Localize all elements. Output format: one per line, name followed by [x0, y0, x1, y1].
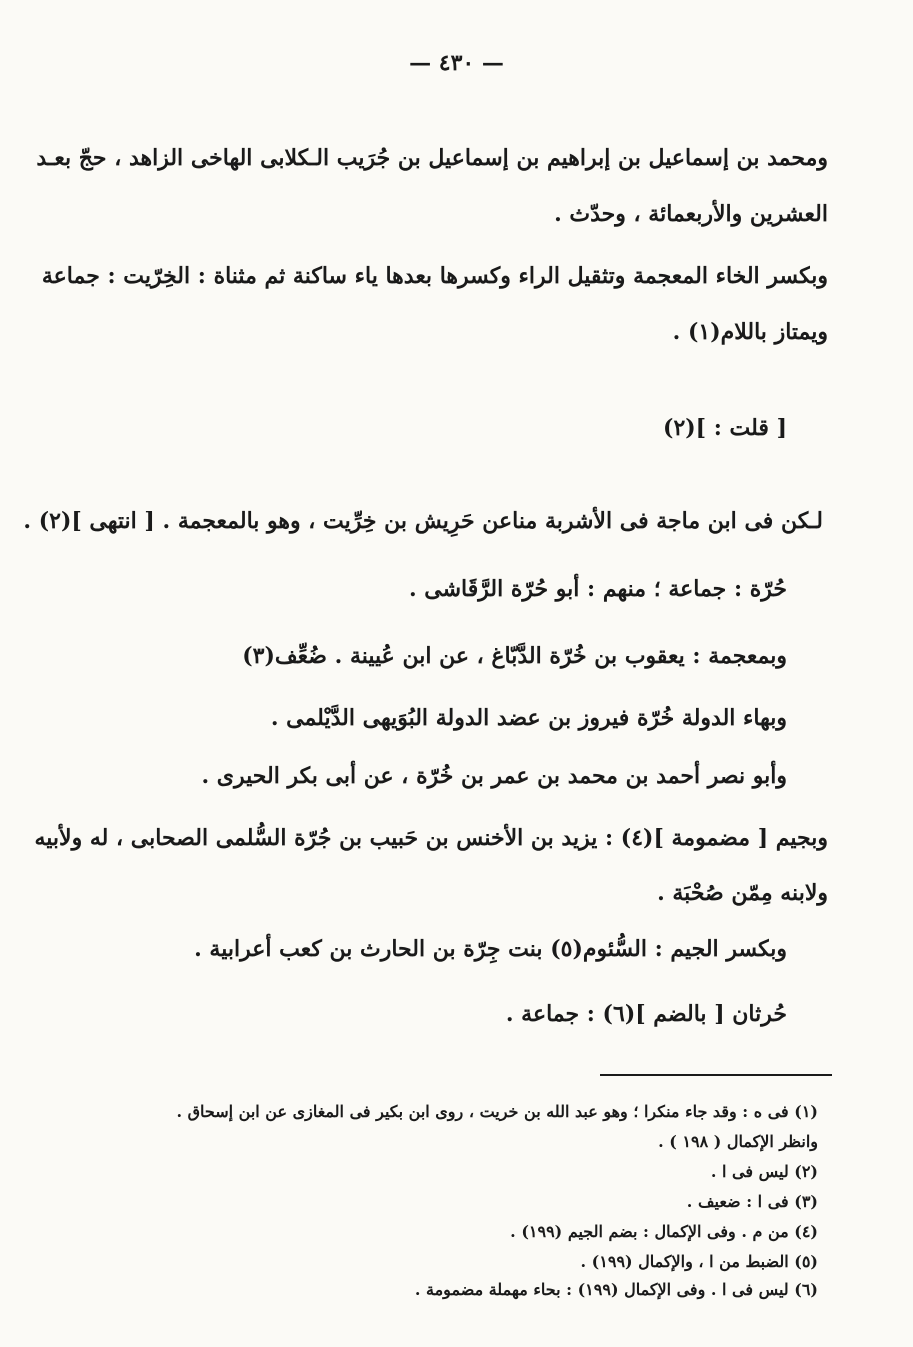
body-line: لـكن فى ابن ماجة فى الأشربة مناعن حَرِيش بن خِرِّيت ، وهو بالمعجمة . [ انتهى ](٢) .: [23, 508, 823, 534]
body-line: وبكسر الجيم : السُّئوم(٥) بنت جِرّة بن الحارث بن كعب أعرابية .: [194, 936, 787, 962]
body-line: ولابنه مِمّن صُحْبَة .: [657, 880, 828, 906]
footnote-line: (٢) ليس فى ا .: [710, 1162, 818, 1181]
footnote-line: (٥) الضبط من ا ، والإكمال (١٩٩) .: [580, 1252, 818, 1271]
body-line: ويمتاز باللام(١) .: [672, 319, 828, 345]
section-heading: [ قلت : ](٢): [663, 415, 787, 441]
footnote-line: (٦) ليس فى ا . وفى الإكمال (١٩٩) : بحاء مهملة مضمومة .: [414, 1280, 818, 1299]
body-line: حُرثان [ بالضم ](٦) : جماعة .: [505, 1001, 787, 1027]
page-number: — ٤٣٠ —: [409, 50, 504, 76]
body-line: العشرين والأربعمائة ، وحدّث .: [554, 201, 828, 227]
body-line: وأبو نصر أحمد بن محمد بن عمر بن خُرّة ، عن أبى بكر الحيرى .: [201, 763, 787, 789]
body-line: وبجيم [ مضمومة ](٤) : يزيد بن الأخنس بن حَبيب بن جُرّة السُّلمى الصحابى ، له ولأبيه: [34, 825, 828, 851]
footnote-separator: [600, 1074, 832, 1076]
body-line: وبكسر الخاء المعجمة وتثقيل الراء وكسرها بعدها ياء ساكنة ثم مثناة : الخِرّيت : جماعة: [41, 263, 828, 289]
footnote-line: (٣) فى ا : ضعيف .: [686, 1192, 818, 1211]
footnote-line: (٤) من م . وفى الإكمال : بضم الجيم (١٩٩) .: [510, 1222, 818, 1241]
body-line: حُرّة : جماعة ؛ منهم : أبو حُرّة الرَّقَاشى .: [408, 576, 787, 602]
body-line: ومحمد بن إسماعيل بن إبراهيم بن إسماعيل بن جُرَيب الـكلابى الهاخى الزاهد ، حجّ بعـد: [36, 145, 828, 171]
footnote-line: وانظر الإكمال ( ١٩٨ ) .: [658, 1132, 818, 1151]
footnote-line: (١) فى ه : وقد جاء منكرا ؛ وهو عبد الله بن خريت ، روى ابن بكير فى المغازى عن ابن إسحاق .: [176, 1102, 818, 1121]
body-line: وبهاء الدولة خُرّة فيروز بن عضد الدولة البُوَيهى الدَّيْلمى .: [270, 705, 787, 731]
body-line: وبمعجمة : يعقوب بن خُرّة الدَّبّاغ ، عن ابن عُيينة . ضُعِّف(٣): [242, 643, 787, 669]
